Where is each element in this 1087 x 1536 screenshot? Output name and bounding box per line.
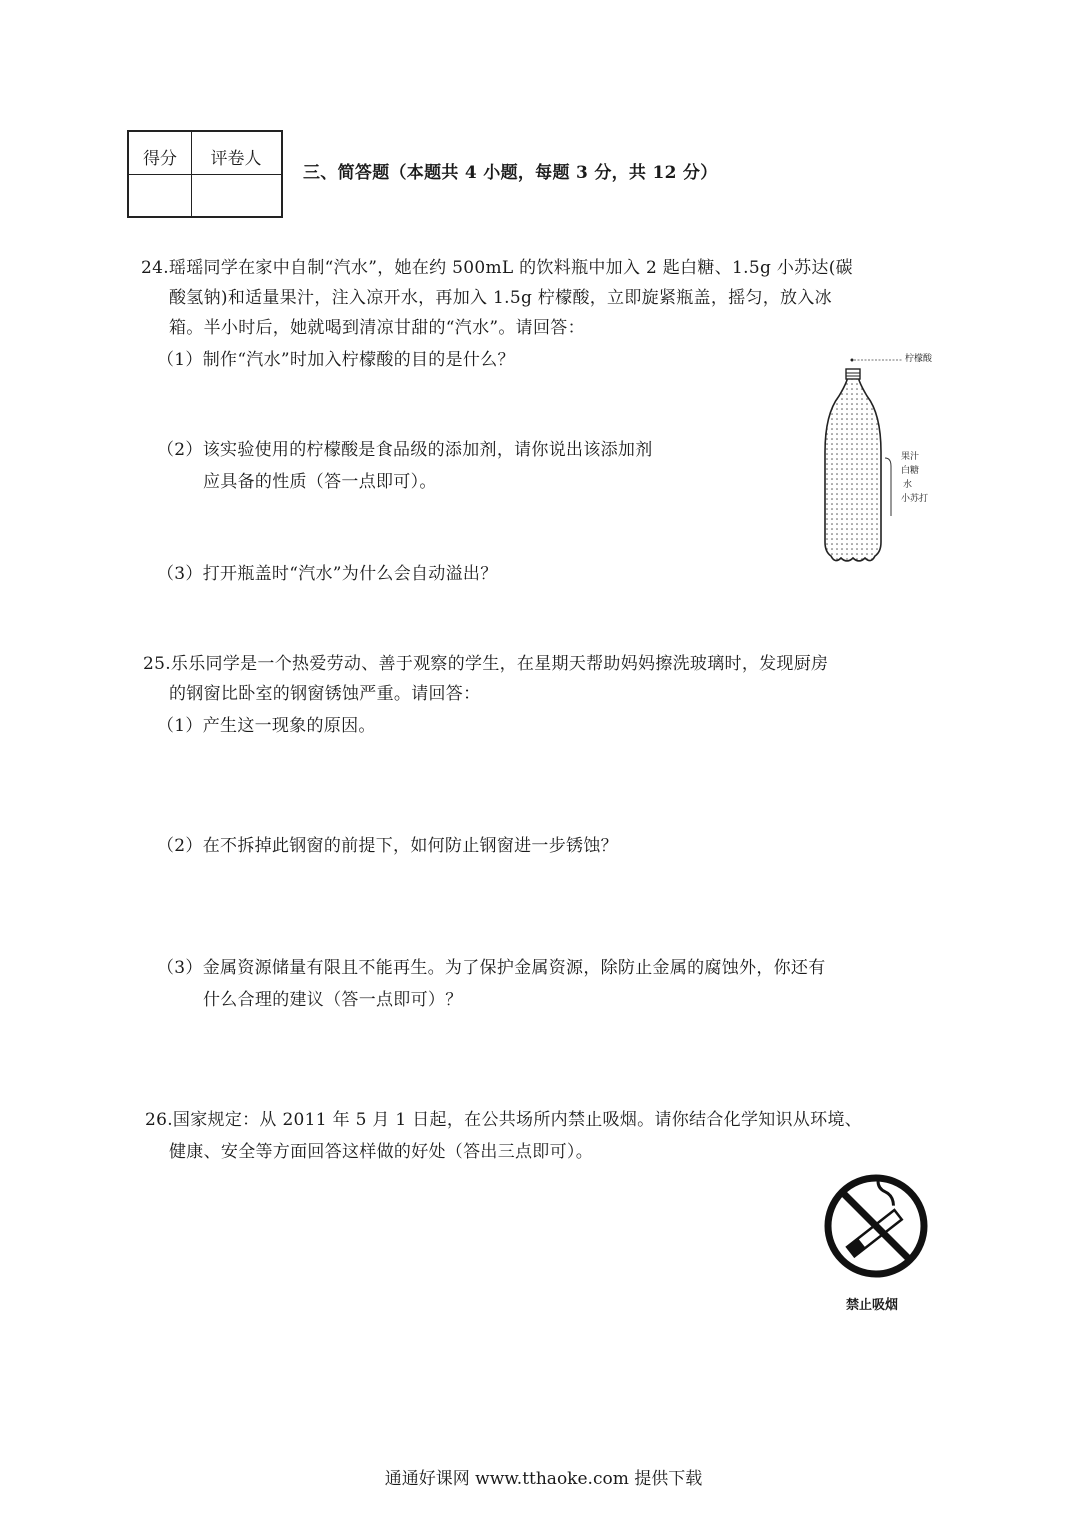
bottle-icon [815,352,955,572]
q26-line2: 健康、安全等方面回答这样做的好处（答出三点即可）。 [169,1142,593,1162]
label-baking-soda: 小苏打 [901,494,929,504]
label-citric-acid: 柠檬酸 [905,354,933,364]
bottle-figure [815,352,955,572]
no-smoking-sign [822,1172,930,1280]
label-water: 水 [903,480,913,490]
q25-line1: 25.乐乐同学是一个热爱劳动、善于观察的学生，在星期天帮助妈妈擦洗玻璃时，发现厨房 [143,654,829,674]
q24-line1: 24.瑶瑶同学在家中自制“汽水”，她在约 500mL 的饮料瓶中加入 2 匙白糖、1.5g 小苏达(碳 [141,258,853,278]
section-title: 三、简答题（本题共 4 小题，每题 3 分，共 12 分） [303,163,718,183]
q25-sub1: （1）产生这一现象的原因。 [157,716,376,736]
page-footer: 通通好课网 www.tthaoke.com 提供下载 [384,1469,703,1489]
q24-sub2-line2: 应具备的性质（答一点即可）。 [203,472,437,492]
no-smoking-caption: 禁止吸烟 [846,1298,899,1313]
q24-line3: 箱。半小时后，她就喝到清凉甘甜的“汽水”。请回答： [169,318,585,338]
q24-line2: 酸氢钠)和适量果汁，注入凉开水，再加入 1.5g 柠檬酸，立即旋紧瓶盖，摇匀，放入冰 [169,288,832,308]
q25-line2: 的钢窗比卧室的钢窗锈蚀严重。请回答： [169,684,481,704]
q26-line1: 26.国家规定：从 2011 年 5 月 1 日起，在公共场所内禁止吸烟。请你结合化学知识从环境、 [145,1110,863,1130]
q25-sub3-line1: （3）金属资源储量有限且不能再生。为了保护金属资源，除防止金属的腐蚀外，你还有 [157,958,826,978]
q25-sub3-line2: 什么合理的建议（答一点即可）？ [203,990,463,1010]
grader-label: 评卷人 [210,149,262,169]
label-sugar: 白糖 [901,466,920,476]
q24-sub1: （1）制作“汽水”时加入柠檬酸的目的是什么？ [157,350,515,370]
q25-sub2: （2）在不拆掉此钢窗的前提下，如何防止钢窗进一步锈蚀？ [157,836,618,856]
q24-sub3: （3）打开瓶盖时“汽水”为什么会自动溢出？ [157,564,498,584]
q24-sub2-line1: （2）该实验使用的柠檬酸是食品级的添加剂，请你说出该添加剂 [157,440,653,460]
score-label: 得分 [143,149,177,169]
score-table [127,130,283,218]
label-juice: 果汁 [901,452,920,462]
no-smoking-icon [822,1172,930,1280]
